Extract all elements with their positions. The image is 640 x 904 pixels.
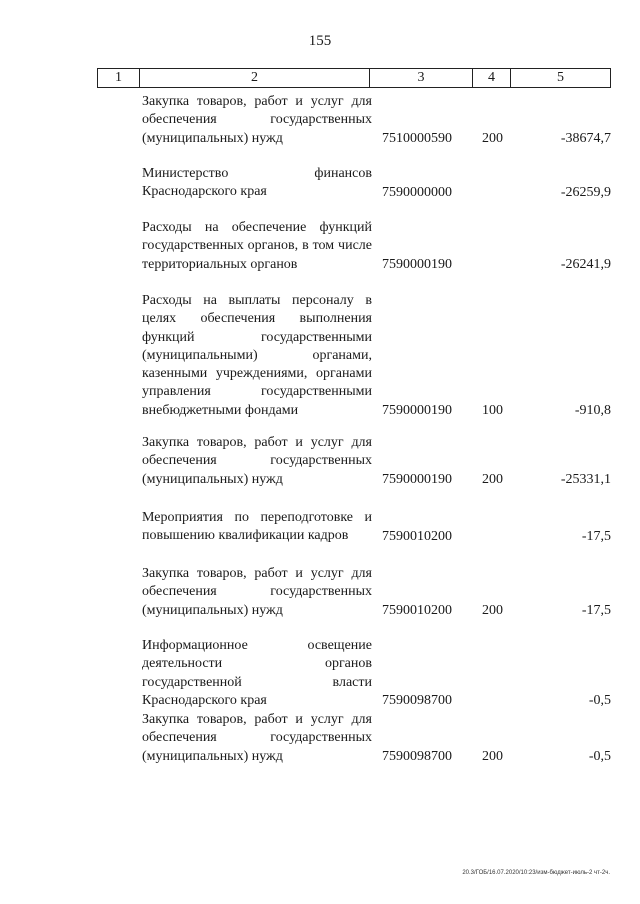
row-type: 100	[482, 403, 503, 419]
row-amount: -38674,7	[560, 130, 611, 146]
row-amount: -17,5	[581, 528, 611, 544]
row-code: 7590010200	[382, 602, 452, 618]
header-col-4: 4	[473, 69, 511, 87]
row-amount: -25331,1	[560, 471, 611, 487]
table-row	[142, 509, 611, 546]
row-code: 7590000190	[382, 403, 452, 419]
row-amount: -26241,9	[560, 256, 611, 272]
row-code: 7510000590	[382, 130, 452, 146]
row-amount: -26259,9	[560, 184, 611, 200]
row-type: 200	[482, 130, 503, 146]
table-header	[97, 68, 611, 88]
header-col-1: 1	[98, 69, 140, 87]
footer-note: 20.3/ГОБ/16.07.2020/10:23/изм-бюджет-июль-2 чт-2ч.	[462, 870, 610, 876]
row-amount: -910,8	[574, 403, 611, 419]
table-row	[142, 219, 611, 274]
row-code: 7590010200	[382, 528, 452, 544]
row-amount: -0,5	[588, 693, 611, 709]
row-name: Информационное освещение деятельности органов государственной власти Краснодарского края	[142, 638, 372, 708]
page-number: 155	[308, 33, 332, 49]
row-code: 7590098700	[382, 748, 452, 764]
row-amount: -17,5	[581, 602, 611, 618]
row-amount: -0,5	[588, 748, 611, 764]
header-col-5: 5	[557, 70, 564, 85]
row-code: 7590000190	[382, 256, 452, 272]
row-type: 200	[482, 471, 503, 487]
table-row	[142, 165, 611, 202]
row-code: 7590000000	[382, 184, 452, 200]
table-row	[142, 565, 611, 620]
table-row	[142, 637, 611, 710]
row-type: 200	[482, 748, 503, 764]
row-name: Мероприятия по переподготовке и повышению квалификации кадров	[142, 510, 372, 544]
header-col-2: 2	[140, 69, 370, 87]
header-col-3: 3	[370, 69, 473, 87]
row-name: Закупка товаров, работ и услуг для обеспечения государственных (муниципальных) нужд	[142, 435, 372, 487]
table-row	[142, 292, 611, 420]
row-name: Закупка товаров, работ и услуг для обеспечения государственных (муниципальных) нужд	[142, 94, 372, 146]
row-name: Расходы на выплаты персоналу в целях обеспечения выполнения функций государственными (муниципальными) органами, казенными учреждениями, органами управления государственными внебюджетными фондами	[142, 293, 372, 418]
table-row	[142, 93, 611, 148]
row-name: Министерство финансов Краснодарского края	[142, 166, 372, 200]
row-type: 200	[482, 602, 503, 618]
table-row	[142, 711, 611, 766]
row-code: 7590000190	[382, 471, 452, 487]
table-row	[142, 434, 611, 489]
row-name: Закупка товаров, работ и услуг для обеспечения государственных (муниципальных) нужд	[142, 566, 372, 618]
row-name: Расходы на обеспечение функций государственных органов, в том числе территориальных органов	[142, 220, 372, 272]
row-name: Закупка товаров, работ и услуг для обеспечения государственных (муниципальных) нужд	[142, 712, 372, 764]
row-code: 7590098700	[382, 693, 452, 709]
